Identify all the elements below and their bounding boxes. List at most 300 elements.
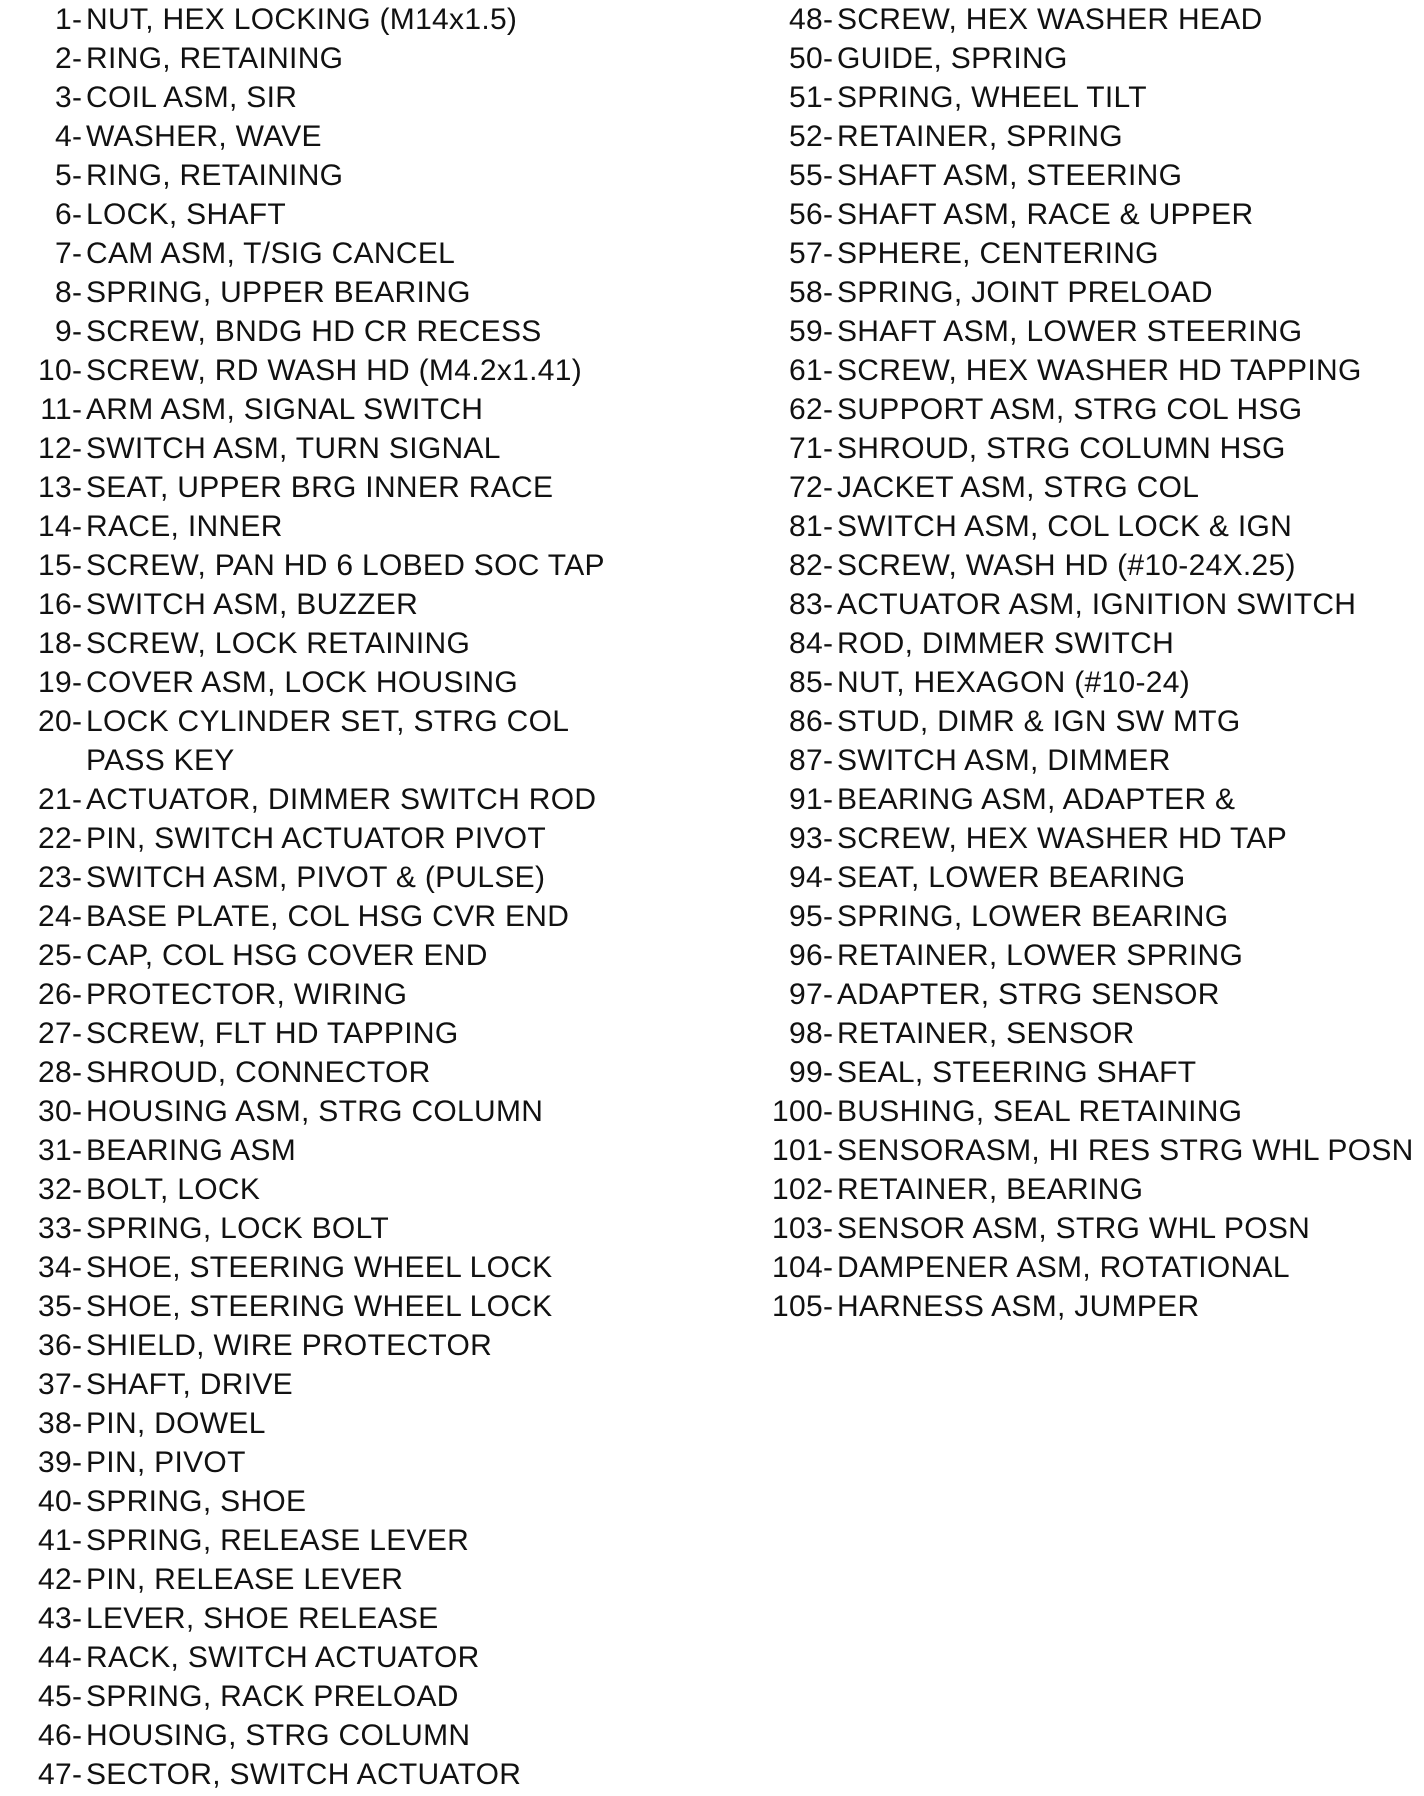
parts-list-item — [745, 429, 1415, 468]
parts-list-item — [10, 663, 730, 702]
part-number: 43 — [38, 1602, 72, 1635]
part-number: 61 — [789, 354, 823, 387]
part-separator: - — [72, 393, 83, 426]
parts-list-item — [10, 1599, 730, 1638]
part-number: 12 — [38, 432, 72, 465]
parts-list-item — [745, 312, 1415, 351]
part-number: 71 — [789, 432, 823, 465]
parts-list-item — [745, 234, 1415, 273]
part-number: 4 — [55, 120, 72, 153]
parts-list-item — [745, 624, 1415, 663]
parts-list-item — [10, 1053, 730, 1092]
part-description: DAMPENER ASM, ROTATIONAL — [837, 1251, 1290, 1284]
part-description: LEVER, SHOE RELEASE — [86, 1602, 439, 1635]
part-description: BUSHING, SEAL RETAINING — [837, 1095, 1243, 1128]
part-description: SHAFT ASM, LOWER STEERING — [837, 315, 1303, 348]
part-separator: - — [72, 1407, 83, 1440]
part-number: 9 — [55, 315, 72, 348]
part-description: HARNESS ASM, JUMPER — [837, 1290, 1200, 1323]
parts-list-item — [745, 741, 1415, 780]
part-description: SPRING, JOINT PRELOAD — [837, 276, 1213, 309]
part-number: 28 — [38, 1056, 72, 1089]
part-separator: - — [72, 1641, 83, 1674]
part-number: 55 — [789, 159, 823, 192]
part-description: SEAL, STEERING SHAFT — [837, 1056, 1197, 1089]
part-description: SCREW, WASH HD (#10-24X.25) — [837, 549, 1296, 582]
part-number: 5 — [55, 159, 72, 192]
part-separator: - — [72, 1446, 83, 1479]
part-number: 30 — [38, 1095, 72, 1128]
parts-list-item — [745, 195, 1415, 234]
part-number: 23 — [38, 861, 72, 894]
part-separator: - — [72, 471, 83, 504]
parts-list-right-column — [745, 0, 1415, 1326]
parts-list-item — [10, 1755, 730, 1794]
part-separator: - — [823, 939, 834, 972]
part-description: PASS KEY — [86, 744, 235, 777]
parts-list-item — [10, 936, 730, 975]
part-description: SPRING, RACK PRELOAD — [86, 1680, 459, 1713]
parts-list-item — [745, 39, 1415, 78]
part-description: STUD, DIMR & IGN SW MTG — [837, 705, 1241, 738]
part-description: RETAINER, SPRING — [837, 120, 1123, 153]
parts-list-item — [10, 975, 730, 1014]
part-separator: - — [823, 1056, 834, 1089]
part-number: 35 — [38, 1290, 72, 1323]
part-number: 19 — [38, 666, 72, 699]
part-number: 3 — [55, 81, 72, 114]
part-separator: - — [72, 705, 83, 738]
part-number: 26 — [38, 978, 72, 1011]
part-description: PIN, PIVOT — [86, 1446, 246, 1479]
parts-list-item — [10, 507, 730, 546]
part-separator: - — [823, 3, 834, 36]
part-separator: - — [72, 666, 83, 699]
parts-list-item — [10, 546, 730, 585]
part-number: 86 — [789, 705, 823, 738]
part-separator: - — [823, 276, 834, 309]
part-number: 1 — [55, 3, 72, 36]
part-description: SPRING, RELEASE LEVER — [86, 1524, 470, 1557]
part-separator: - — [823, 978, 834, 1011]
part-separator: - — [72, 1017, 83, 1050]
part-number: 57 — [789, 237, 823, 270]
part-number: 101 — [772, 1134, 823, 1167]
part-separator: - — [823, 432, 834, 465]
part-description: SHOE, STEERING WHEEL LOCK — [86, 1251, 553, 1284]
part-number: 93 — [789, 822, 823, 855]
part-description: BEARING ASM — [86, 1134, 297, 1167]
parts-list-item — [745, 702, 1415, 741]
part-number: 6 — [55, 198, 72, 231]
parts-list-item — [745, 546, 1415, 585]
part-description: SHAFT ASM, RACE & UPPER — [837, 198, 1254, 231]
part-number: 11 — [40, 393, 72, 426]
part-number: 32 — [38, 1173, 72, 1206]
part-description: WASHER, WAVE — [86, 120, 322, 153]
part-description: RETAINER, SENSOR — [837, 1017, 1135, 1050]
part-separator: - — [72, 510, 83, 543]
part-number: 8 — [55, 276, 72, 309]
part-description: SECTOR, SWITCH ACTUATOR — [86, 1758, 522, 1791]
parts-list-item — [10, 0, 730, 39]
part-description: SHIELD, WIRE PROTECTOR — [86, 1329, 493, 1362]
part-description: RETAINER, BEARING — [837, 1173, 1144, 1206]
parts-list-item — [745, 156, 1415, 195]
part-number: 46 — [38, 1719, 72, 1752]
part-number: 39 — [38, 1446, 72, 1479]
parts-list-item — [745, 78, 1415, 117]
part-description: SHAFT ASM, STEERING — [837, 159, 1183, 192]
parts-list-item — [10, 1131, 730, 1170]
part-description: GUIDE, SPRING — [837, 42, 1068, 75]
part-description: PIN, RELEASE LEVER — [86, 1563, 404, 1596]
parts-list-item — [745, 1209, 1415, 1248]
part-separator: - — [823, 198, 834, 231]
part-description: SEAT, UPPER BRG INNER RACE — [86, 471, 554, 504]
parts-list-item — [10, 195, 730, 234]
parts-list-item — [10, 1014, 730, 1053]
part-number: 20 — [38, 705, 72, 738]
part-number: 105 — [772, 1290, 823, 1323]
part-description: SUPPORT ASM, STRG COL HSG — [837, 393, 1303, 426]
part-number: 33 — [38, 1212, 72, 1245]
part-number: 62 — [789, 393, 823, 426]
part-description: SHAFT, DRIVE — [86, 1368, 293, 1401]
parts-list-item — [745, 936, 1415, 975]
part-number: 94 — [789, 861, 823, 894]
part-description: SWITCH ASM, DIMMER — [837, 744, 1171, 777]
part-separator: - — [72, 432, 83, 465]
part-separator: - — [823, 1134, 834, 1167]
part-separator: - — [72, 939, 83, 972]
parts-list-item — [745, 1092, 1415, 1131]
part-number: 83 — [789, 588, 823, 621]
part-separator: - — [823, 900, 834, 933]
parts-list-item — [10, 1521, 730, 1560]
parts-list-item — [10, 1638, 730, 1677]
parts-list-item — [10, 234, 730, 273]
part-separator: - — [823, 1173, 834, 1206]
part-separator: - — [72, 861, 83, 894]
part-number: 98 — [789, 1017, 823, 1050]
parts-list-item — [10, 78, 730, 117]
part-number: 38 — [38, 1407, 72, 1440]
part-description: CAM ASM, T/SIG CANCEL — [86, 237, 456, 270]
part-number: 56 — [789, 198, 823, 231]
part-separator: - — [72, 1134, 83, 1167]
part-separator: - — [823, 861, 834, 894]
part-number: 97 — [789, 978, 823, 1011]
parts-list-item — [10, 1443, 730, 1482]
parts-list-item — [10, 858, 730, 897]
part-separator: - — [72, 1485, 83, 1518]
part-description: RACK, SWITCH ACTUATOR — [86, 1641, 480, 1674]
part-number: 16 — [38, 588, 72, 621]
part-description: SHROUD, STRG COLUMN HSG — [837, 432, 1286, 465]
part-number: 100 — [772, 1095, 823, 1128]
part-separator: - — [823, 237, 834, 270]
part-separator: - — [823, 588, 834, 621]
part-number: 27 — [38, 1017, 72, 1050]
parts-list-item — [745, 819, 1415, 858]
part-description: PIN, SWITCH ACTUATOR PIVOT — [86, 822, 547, 855]
part-description: SEAT, LOWER BEARING — [837, 861, 1186, 894]
part-description: HOUSING ASM, STRG COLUMN — [86, 1095, 544, 1128]
part-number: 25 — [38, 939, 72, 972]
part-description: NUT, HEXAGON (#10-24) — [837, 666, 1191, 699]
parts-list-item — [10, 1365, 730, 1404]
part-number: 48 — [789, 3, 823, 36]
part-number: 42 — [38, 1563, 72, 1596]
parts-list-item — [745, 897, 1415, 936]
part-number: 36 — [38, 1329, 72, 1362]
part-separator: - — [823, 1212, 834, 1245]
parts-list-item — [745, 507, 1415, 546]
part-number: 18 — [38, 627, 72, 660]
part-description: SPRING, WHEEL TILT — [837, 81, 1147, 114]
part-separator: - — [823, 1290, 834, 1323]
part-description: BOLT, LOCK — [86, 1173, 261, 1206]
parts-list-item — [10, 780, 730, 819]
parts-list-item — [745, 1287, 1415, 1326]
part-number: 45 — [38, 1680, 72, 1713]
part-number: 40 — [38, 1485, 72, 1518]
part-description: SHROUD, CONNECTOR — [86, 1056, 431, 1089]
part-separator: - — [72, 978, 83, 1011]
part-description: PROTECTOR, WIRING — [86, 978, 408, 1011]
part-number: 58 — [789, 276, 823, 309]
part-number: 50 — [789, 42, 823, 75]
part-number: 91 — [789, 783, 823, 816]
part-number: 72 — [789, 471, 823, 504]
part-description: COIL ASM, SIR — [86, 81, 298, 114]
part-separator: - — [72, 1602, 83, 1635]
parts-list-item — [10, 351, 730, 390]
parts-list-item — [10, 624, 730, 663]
parts-list-item — [10, 819, 730, 858]
part-number: 85 — [789, 666, 823, 699]
parts-list-item — [745, 1170, 1415, 1209]
part-number: 37 — [38, 1368, 72, 1401]
parts-list-item — [745, 351, 1415, 390]
part-number: 47 — [38, 1758, 72, 1791]
part-separator: - — [823, 393, 834, 426]
part-description: SWITCH ASM, BUZZER — [86, 588, 419, 621]
part-separator: - — [823, 120, 834, 153]
part-separator: - — [72, 81, 83, 114]
parts-list-item — [10, 117, 730, 156]
parts-list-item — [745, 780, 1415, 819]
part-number: 34 — [38, 1251, 72, 1284]
part-number: 22 — [38, 822, 72, 855]
part-description: SPHERE, CENTERING — [837, 237, 1159, 270]
part-separator: - — [72, 1524, 83, 1557]
part-separator: - — [823, 510, 834, 543]
part-separator: - — [72, 1056, 83, 1089]
parts-list-item — [10, 1326, 730, 1365]
part-separator: - — [72, 1680, 83, 1713]
part-separator: - — [72, 783, 83, 816]
part-number: 14 — [38, 510, 72, 543]
parts-list-item — [745, 1053, 1415, 1092]
part-separator: - — [823, 822, 834, 855]
part-description: SENSOR ASM, STRG WHL POSN — [837, 1212, 1311, 1245]
part-number: 52 — [789, 120, 823, 153]
part-description: RACE, INNER — [86, 510, 283, 543]
part-description: COVER ASM, LOCK HOUSING — [86, 666, 518, 699]
part-number: 10 — [38, 354, 72, 387]
part-description: BASE PLATE, COL HSG CVR END — [86, 900, 570, 933]
part-description: PIN, DOWEL — [86, 1407, 266, 1440]
part-separator: - — [72, 42, 83, 75]
part-separator: - — [72, 1251, 83, 1284]
part-number: 81 — [789, 510, 823, 543]
part-description: SCREW, HEX WASHER HD TAPPING — [837, 354, 1362, 387]
part-separator: - — [72, 1329, 83, 1362]
part-description: BEARING ASM, ADAPTER & — [837, 783, 1236, 816]
part-separator: - — [72, 315, 83, 348]
part-number: 31 — [38, 1134, 72, 1167]
parts-list-item — [10, 702, 730, 741]
parts-list-item — [10, 312, 730, 351]
part-description: NUT, HEX LOCKING (M14x1.5) — [86, 3, 518, 36]
part-description: SCREW, LOCK RETAINING — [86, 627, 471, 660]
part-description: SCREW, PAN HD 6 LOBED SOC TAP — [86, 549, 605, 582]
part-description: JACKET ASM, STRG COL — [837, 471, 1200, 504]
part-separator: - — [823, 549, 834, 582]
part-separator: - — [72, 120, 83, 153]
parts-list-left-column — [10, 0, 730, 1794]
part-number: 96 — [789, 939, 823, 972]
part-number: 103 — [772, 1212, 823, 1245]
parts-list-item — [745, 117, 1415, 156]
parts-list-item — [745, 273, 1415, 312]
part-description: ADAPTER, STRG SENSOR — [837, 978, 1220, 1011]
part-separator: - — [823, 471, 834, 504]
part-separator: - — [823, 705, 834, 738]
parts-list-item — [10, 1677, 730, 1716]
part-number: 51 — [789, 81, 823, 114]
part-number: 87 — [789, 744, 823, 777]
part-separator: - — [823, 354, 834, 387]
parts-list-item — [10, 1248, 730, 1287]
parts-list-item — [10, 39, 730, 78]
part-description: RING, RETAINING — [86, 42, 344, 75]
part-separator: - — [72, 276, 83, 309]
part-description: HOUSING, STRG COLUMN — [86, 1719, 471, 1752]
part-description: SWITCH ASM, COL LOCK & IGN — [837, 510, 1293, 543]
part-description: LOCK, SHAFT — [86, 198, 286, 231]
part-separator: - — [823, 1017, 834, 1050]
parts-list-item — [745, 1014, 1415, 1053]
part-description: SCREW, FLT HD TAPPING — [86, 1017, 459, 1050]
part-separator: - — [72, 900, 83, 933]
parts-list-item — [745, 1131, 1415, 1170]
part-separator: - — [72, 1290, 83, 1323]
parts-list-item — [745, 0, 1415, 39]
part-separator: - — [72, 1095, 83, 1128]
parts-list-item — [745, 663, 1415, 702]
part-number: 2 — [55, 42, 72, 75]
parts-list-item — [10, 1287, 730, 1326]
parts-list-item — [10, 1482, 730, 1521]
part-separator: - — [823, 315, 834, 348]
part-separator: - — [72, 198, 83, 231]
part-separator: - — [72, 1212, 83, 1245]
part-description: SENSORASM, HI RES STRG WHL POSN — [837, 1134, 1414, 1167]
part-number: 99 — [789, 1056, 823, 1089]
parts-list-item — [10, 741, 730, 780]
part-separator: - — [72, 159, 83, 192]
part-separator: - — [72, 627, 83, 660]
part-number: 41 — [38, 1524, 72, 1557]
part-description: SHOE, STEERING WHEEL LOCK — [86, 1290, 553, 1323]
part-separator: - — [823, 1251, 834, 1284]
part-number: 15 — [38, 549, 72, 582]
parts-list-item — [10, 156, 730, 195]
parts-list-item — [10, 585, 730, 624]
part-separator: - — [72, 1719, 83, 1752]
part-number: 84 — [789, 627, 823, 660]
part-description: SCREW, HEX WASHER HD TAP — [837, 822, 1288, 855]
parts-list-item — [10, 1170, 730, 1209]
parts-list-item — [10, 1092, 730, 1131]
part-description: SPRING, SHOE — [86, 1485, 307, 1518]
part-separator: - — [823, 744, 834, 777]
part-separator: - — [72, 1368, 83, 1401]
parts-list-item — [10, 273, 730, 312]
part-separator: - — [823, 1095, 834, 1128]
part-number: 44 — [38, 1641, 72, 1674]
part-description: SCREW, HEX WASHER HEAD — [837, 3, 1263, 36]
part-number: 59 — [789, 315, 823, 348]
part-separator: - — [823, 42, 834, 75]
part-description: ROD, DIMMER SWITCH — [837, 627, 1175, 660]
part-number: 95 — [789, 900, 823, 933]
part-separator: - — [72, 3, 83, 36]
parts-list-item — [10, 1209, 730, 1248]
parts-list-item — [745, 468, 1415, 507]
part-description: ACTUATOR ASM, IGNITION SWITCH — [837, 588, 1357, 621]
part-description: ACTUATOR, DIMMER SWITCH ROD — [86, 783, 597, 816]
parts-list-item — [745, 858, 1415, 897]
part-separator: - — [72, 588, 83, 621]
part-number: 13 — [38, 471, 72, 504]
part-description: SPRING, LOCK BOLT — [86, 1212, 389, 1245]
part-description: SCREW, RD WASH HD (M4.2x1.41) — [86, 354, 582, 387]
part-number: 7 — [55, 237, 72, 270]
parts-list-item — [745, 975, 1415, 1014]
parts-list-item — [745, 390, 1415, 429]
parts-list-item — [10, 897, 730, 936]
part-separator: - — [72, 822, 83, 855]
part-description: SPRING, UPPER BEARING — [86, 276, 471, 309]
part-separator: - — [72, 237, 83, 270]
part-number: 24 — [38, 900, 72, 933]
part-separator: - — [823, 81, 834, 114]
part-number: 102 — [772, 1173, 823, 1206]
parts-list-item — [10, 1716, 730, 1755]
part-separator: - — [72, 1563, 83, 1596]
parts-list-item — [10, 1560, 730, 1599]
parts-list-item — [10, 390, 730, 429]
part-description: LOCK CYLINDER SET, STRG COL — [86, 705, 570, 738]
part-separator: - — [72, 1758, 83, 1791]
part-description: RING, RETAINING — [86, 159, 344, 192]
part-separator: - — [823, 666, 834, 699]
part-separator: - — [72, 549, 83, 582]
